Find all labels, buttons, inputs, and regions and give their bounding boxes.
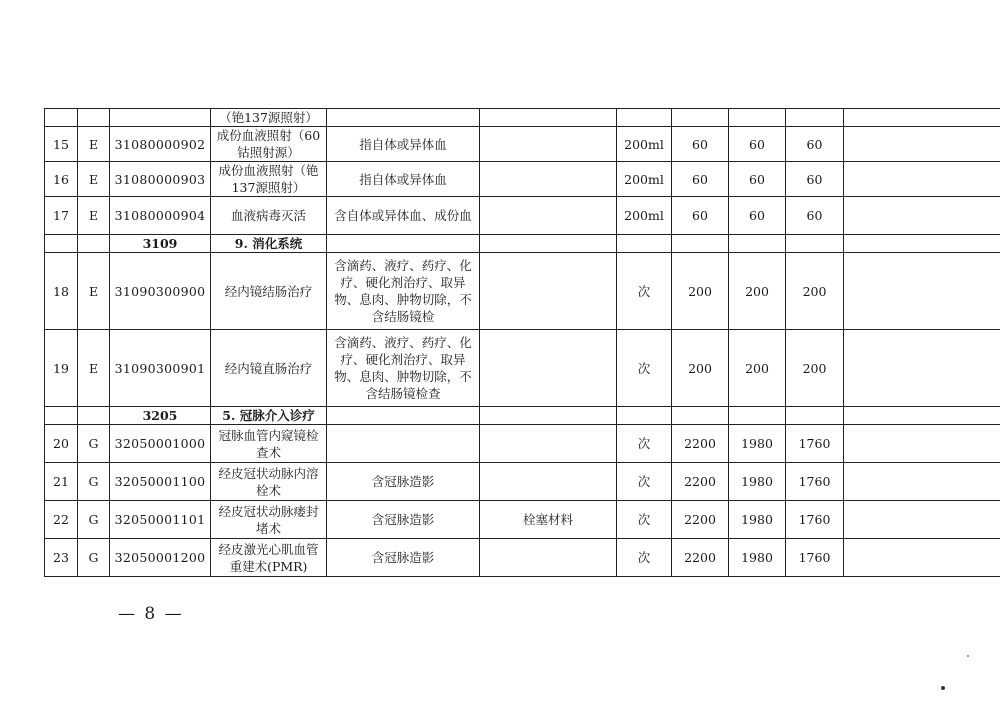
item-name-cell: （铯137源照射） (211, 109, 327, 127)
category-cell (78, 407, 110, 425)
row-number-cell: 19 (45, 330, 78, 407)
note-cell (844, 407, 1000, 425)
note-cell (844, 501, 1000, 539)
row-number-cell: 17 (45, 197, 78, 235)
row-number-cell (45, 235, 78, 253)
unit-cell: 次 (617, 463, 672, 501)
excluded-content-cell (480, 330, 617, 407)
content-cell (327, 407, 480, 425)
category-cell: G (78, 501, 110, 539)
item-code-cell: 32050001000 (110, 425, 211, 463)
price-level-3-cell: 60 (786, 127, 844, 162)
price-level-3-cell (786, 407, 844, 425)
item-name-cell: 经皮激光心肌血管重建术(PMR) (211, 539, 327, 577)
section-header-row (45, 235, 1000, 253)
item-code-cell: 32050001100 (110, 463, 211, 501)
price-level-1-cell (672, 235, 729, 253)
row-number-cell: 23 (45, 539, 78, 577)
price-level-2-cell: 60 (729, 197, 786, 235)
excluded-content-cell (480, 539, 617, 577)
item-code-cell: 31090300901 (110, 330, 211, 407)
price-level-2-cell: 60 (729, 127, 786, 162)
price-level-1-cell (672, 109, 729, 127)
price-level-2-cell (729, 109, 786, 127)
scan-speck (941, 686, 945, 690)
table-row (45, 109, 1000, 127)
row-number-cell: 15 (45, 127, 78, 162)
item-name-cell: 经内镜直肠治疗 (211, 330, 327, 407)
section-code-cell: 3205 (110, 407, 211, 425)
category-cell: E (78, 162, 110, 197)
row-number-cell: 22 (45, 501, 78, 539)
table-row (45, 330, 1000, 407)
category-cell: E (78, 330, 110, 407)
excluded-content-cell (480, 162, 617, 197)
scan-speck (967, 655, 969, 657)
unit-cell: 200ml (617, 197, 672, 235)
note-cell (844, 253, 1000, 330)
unit-cell (617, 407, 672, 425)
price-level-1-cell: 60 (672, 127, 729, 162)
item-name-cell: 成份血液照射（60钴照射源） (211, 127, 327, 162)
item-code-cell: 31080000904 (110, 197, 211, 235)
table-row (45, 197, 1000, 235)
price-level-2-cell: 200 (729, 330, 786, 407)
category-cell: E (78, 197, 110, 235)
category-cell (78, 109, 110, 127)
note-cell (844, 109, 1000, 127)
note-cell (844, 127, 1000, 162)
price-level-2-cell: 1980 (729, 463, 786, 501)
price-level-3-cell: 60 (786, 162, 844, 197)
content-cell: 含冠脉造影 (327, 501, 480, 539)
price-level-3-cell: 1760 (786, 539, 844, 577)
content-cell (327, 109, 480, 127)
item-code-cell: 31080000903 (110, 162, 211, 197)
content-cell (327, 235, 480, 253)
excluded-content-cell (480, 127, 617, 162)
price-level-3-cell: 1760 (786, 425, 844, 463)
excluded-content-cell (480, 253, 617, 330)
unit-cell: 次 (617, 501, 672, 539)
table-row (45, 253, 1000, 330)
category-cell: G (78, 463, 110, 501)
excluded-content-cell (480, 235, 617, 253)
item-code-cell (110, 109, 211, 127)
price-level-3-cell: 200 (786, 330, 844, 407)
table-row (45, 539, 1000, 577)
price-level-2-cell: 1980 (729, 539, 786, 577)
item-name-cell: 成份血液照射（铯137源照射） (211, 162, 327, 197)
price-level-1-cell: 2200 (672, 539, 729, 577)
price-level-3-cell (786, 109, 844, 127)
item-name-cell: 血液病毒灭活 (211, 197, 327, 235)
row-number-cell (45, 407, 78, 425)
excluded-content-cell (480, 463, 617, 501)
price-level-1-cell: 2200 (672, 425, 729, 463)
content-cell (327, 425, 480, 463)
price-level-1-cell: 200 (672, 330, 729, 407)
price-level-1-cell: 2200 (672, 501, 729, 539)
price-level-3-cell: 1760 (786, 501, 844, 539)
unit-cell (617, 235, 672, 253)
price-level-2-cell: 60 (729, 162, 786, 197)
content-cell: 指自体或异体血 (327, 127, 480, 162)
section-title-cell: 9. 消化系统 (211, 235, 327, 253)
price-level-1-cell: 200 (672, 253, 729, 330)
table-row (45, 127, 1000, 162)
page-number: — 8 — (118, 604, 184, 624)
note-cell (844, 197, 1000, 235)
note-cell (844, 330, 1000, 407)
unit-cell: 200ml (617, 127, 672, 162)
row-number-cell (45, 109, 78, 127)
unit-cell: 次 (617, 539, 672, 577)
price-level-1-cell: 60 (672, 197, 729, 235)
category-cell: E (78, 127, 110, 162)
item-name-cell: 经皮冠状动脉瘘封堵术 (211, 501, 327, 539)
content-cell: 含滴药、液疗、药疗、化疗、硬化剂治疗、取异物、息肉、肿物切除，不含结肠镜检 (327, 253, 480, 330)
content-cell: 含冠脉造影 (327, 539, 480, 577)
unit-cell: 次 (617, 253, 672, 330)
excluded-content-cell (480, 407, 617, 425)
excluded-content-cell (480, 425, 617, 463)
item-code-cell: 31080000902 (110, 127, 211, 162)
price-level-3-cell: 200 (786, 253, 844, 330)
content-cell: 指自体或异体血 (327, 162, 480, 197)
note-cell (844, 463, 1000, 501)
price-level-3-cell: 60 (786, 197, 844, 235)
excluded-content-cell: 栓塞材料 (480, 501, 617, 539)
item-code-cell: 32050001200 (110, 539, 211, 577)
category-cell (78, 235, 110, 253)
note-cell (844, 425, 1000, 463)
table-row (45, 162, 1000, 197)
price-level-1-cell: 2200 (672, 463, 729, 501)
unit-cell (617, 109, 672, 127)
price-level-2-cell: 1980 (729, 501, 786, 539)
table-row (45, 463, 1000, 501)
price-level-1-cell (672, 407, 729, 425)
price-level-1-cell: 60 (672, 162, 729, 197)
note-cell (844, 235, 1000, 253)
row-number-cell: 18 (45, 253, 78, 330)
unit-cell: 200ml (617, 162, 672, 197)
category-cell: G (78, 539, 110, 577)
row-number-cell: 20 (45, 425, 78, 463)
section-title-cell: 5. 冠脉介入诊疗 (211, 407, 327, 425)
price-level-2-cell (729, 407, 786, 425)
price-level-2-cell (729, 235, 786, 253)
item-code-cell: 31090300900 (110, 253, 211, 330)
note-cell (844, 539, 1000, 577)
category-cell: G (78, 425, 110, 463)
unit-cell: 次 (617, 330, 672, 407)
price-level-2-cell: 1980 (729, 425, 786, 463)
price-level-3-cell (786, 235, 844, 253)
table-row (45, 425, 1000, 463)
excluded-content-cell (480, 109, 617, 127)
row-number-cell: 16 (45, 162, 78, 197)
item-name-cell: 经皮冠状动脉内溶栓术 (211, 463, 327, 501)
price-level-3-cell: 1760 (786, 463, 844, 501)
excluded-content-cell (480, 197, 617, 235)
note-cell (844, 162, 1000, 197)
price-table (44, 108, 1000, 577)
content-cell: 含冠脉造影 (327, 463, 480, 501)
category-cell: E (78, 253, 110, 330)
item-name-cell: 经内镜结肠治疗 (211, 253, 327, 330)
content-cell: 含滴药、液疗、药疗、化疗、硬化剂治疗、取异物、息肉、肿物切除，不含结肠镜检查 (327, 330, 480, 407)
price-level-2-cell: 200 (729, 253, 786, 330)
unit-cell: 次 (617, 425, 672, 463)
table-row (45, 501, 1000, 539)
section-header-row (45, 407, 1000, 425)
item-name-cell: 冠脉血管内窥镜检查术 (211, 425, 327, 463)
content-cell: 含自体或异体血、成份血 (327, 197, 480, 235)
item-code-cell: 32050001101 (110, 501, 211, 539)
row-number-cell: 21 (45, 463, 78, 501)
section-code-cell: 3109 (110, 235, 211, 253)
